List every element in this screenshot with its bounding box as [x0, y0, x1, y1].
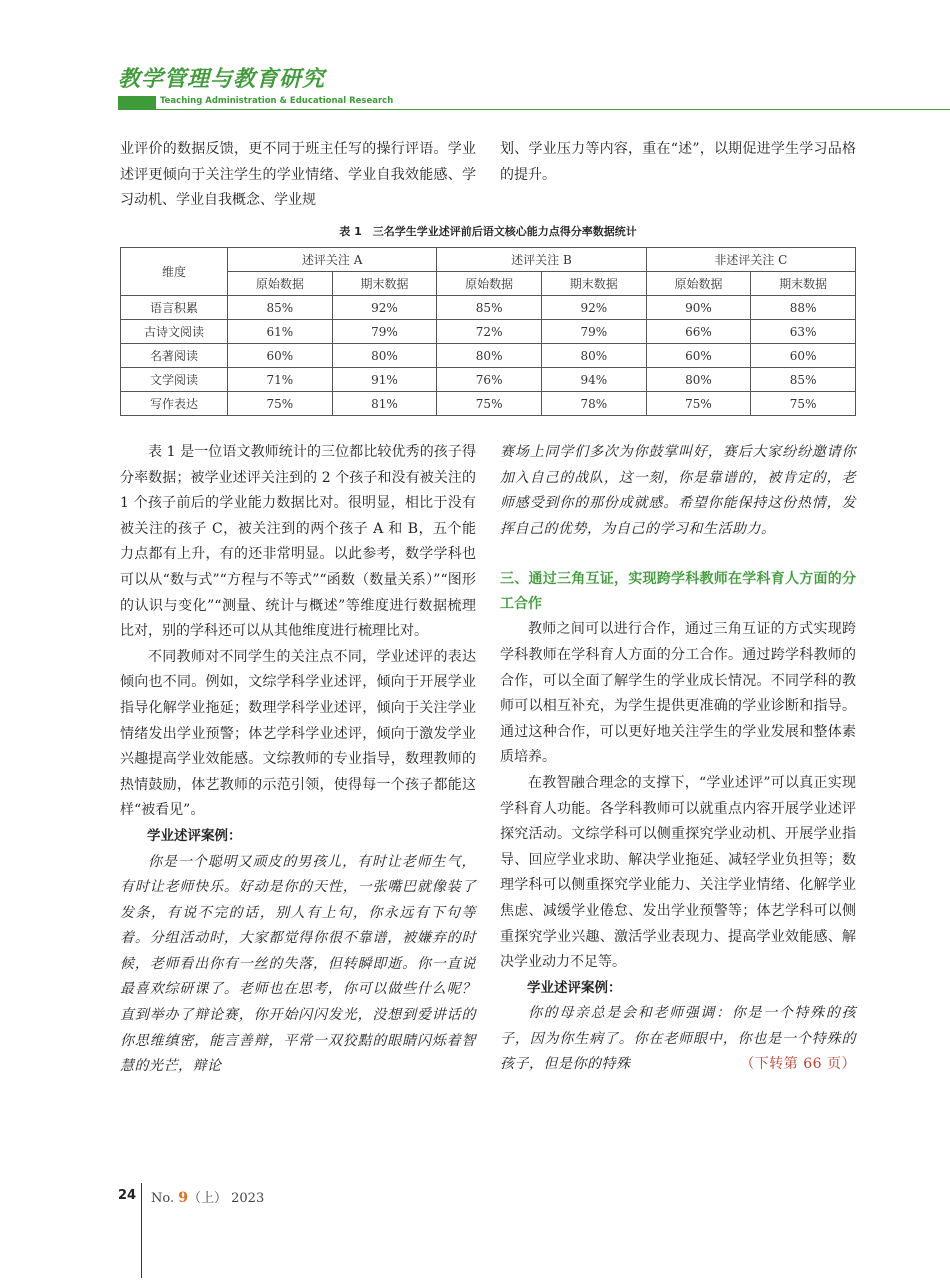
journal-subtitle: Teaching Administration & Educational Research	[160, 96, 394, 106]
table-cell: 72%	[437, 320, 542, 344]
table-cell: 88%	[751, 296, 856, 320]
table-cell: 60%	[751, 344, 856, 368]
row-label: 写作表达	[121, 392, 228, 416]
table-cell: 60%	[228, 344, 333, 368]
table-row	[121, 392, 856, 416]
table-row	[121, 320, 856, 344]
paragraph: 表 1 是一位语文教师统计的三位都比较优秀的孩子得分率数据；被学业述评关注到的 2 个孩子和没有被关注的 1 个孩子前后的学业能力数据比对。很明显，相比于没有被关注的孩子 C，被关注到的两个孩子 A 和 B，五个能力点都有上升，有的还非常明显。以此参考，数学学科也可以从“数与式”“方程与不等式”“函数（数量关系）”“图形的认识与变化”“测量、统计与概述”等维度进行数据梳理比对，别的学科还可以从其他维度进行梳理比对。	[120, 444, 476, 640]
table-cell: 71%	[228, 368, 333, 392]
issue-number: 9	[178, 1190, 188, 1206]
paragraph: 在教智融合理念的支撑下，“学业述评”可以真正实现学科育人功能。各学科教师可以就重点内容开展学业述评探究活动。文综学科可以侧重探究学业动机、开展学业指导、回应学业求助、解决学业拖延、减轻学业负担等；数理学科可以侧重探究学业能力、关注学业情绪、化解学业焦虑、减缓学业倦怠、发出学业预警等；体艺学科可以侧重探究学业兴趣、激活学业表现力、提高学业效能感、解决学业动力不足等。	[500, 774, 856, 971]
masthead-bar	[118, 96, 156, 110]
journal-title: 教学管理与教育研究	[118, 67, 326, 92]
table-cell: 92%	[332, 296, 437, 320]
subheader: 原始数据	[646, 272, 751, 296]
table-cell: 66%	[646, 320, 751, 344]
table-cell: 78%	[541, 392, 646, 416]
subheader: 原始数据	[437, 272, 542, 296]
issue-prefix: No.	[151, 1191, 175, 1206]
case-text	[500, 1001, 856, 1078]
dimension-header: 维度	[121, 248, 228, 296]
table-cell: 81%	[332, 392, 437, 416]
case-text: 你是一个聪明又顽皮的男孩儿，有时让老师生气，有时让老师快乐。好动是你的天性，一张嘴巴就像装了发条，有说不完的话，别人有上句，你永远有下句等着。分组活动时，大家都觉得你很不靠谱，被嫌弃的时候，老师看出你有一丝的失落，但转瞬即逝。你一直说最喜欢综研课了。老师也在思考，你可以做些什么呢？直到举办了辩论赛，你开始闪闪发光，没想到爱讲话的你思维缜密，能言善辩，平常一双狡黠的眼睛闪烁着智慧的光芒，辩论	[120, 853, 476, 1075]
section-heading: 三、通过三角互证，实现跨学科教师在学科育人方面的分工合作	[500, 571, 856, 613]
table-row	[121, 296, 856, 320]
group-header: 述评关注 A	[228, 248, 437, 272]
issue-suffix: （上） 2023	[188, 1191, 265, 1206]
table-cell: 80%	[541, 344, 646, 368]
case-text: 赛场上同学们多次为你鼓掌叫好，赛后大家纷纷邀请你加入自己的战队，这一刻，你是靠谱的，被肯定的，老师感受到你的那份成就感。希望你能保持这份热情，发挥自己的优势，为自己的学习和生活助力。	[500, 444, 856, 537]
table-cell: 75%	[437, 392, 542, 416]
table-cell: 94%	[541, 368, 646, 392]
left-column	[120, 440, 476, 1080]
table-cell: 85%	[751, 368, 856, 392]
table-subheader-row	[121, 272, 856, 296]
row-label: 语言积累	[121, 296, 228, 320]
page-number: 24	[118, 1188, 137, 1203]
table-cell: 90%	[646, 296, 751, 320]
table-cell: 75%	[646, 392, 751, 416]
table-caption: 表 1 三名学生学业述评前后语文核心能力点得分率数据统计	[339, 225, 637, 238]
case-heading: 学业述评案例：	[527, 979, 622, 996]
subheader: 期末数据	[541, 272, 646, 296]
case-text-body: 你的母亲总是会和老师强调：你是一个特殊的孩子，因为你生病了。你在老师眼中，你也是一个特殊的孩子，但是你的特殊	[500, 1005, 856, 1073]
score-table	[120, 247, 856, 416]
paragraph: 教师之间可以进行合作，通过三角互证的方式实现跨学科教师在学科育人方面的分工合作。通过跨学科教师的合作，可以全面了解学生的学业成长情况。不同学科的教师可以相互补充，为学生提供更准确的学业诊断和指导。通过这种合作，可以更好地关注学生的学业发展和整体素质培养。	[500, 621, 856, 766]
paragraph: 不同教师对不同学生的关注点不同，学业述评的表达倾向也不同。例如，文综学科学业述评，倾向于开展学业指导化解学业拖延；数理学科学业述评，倾向于关注学业情绪发出学业预警；体艺学科学业述评，倾向于激发学业兴趣提高学业效能感。文综教师的专业指导，数理教师的热情鼓励，体艺教师的示范引领，使得每一个孩子都能这样“被看见”。	[120, 648, 476, 819]
row-label: 古诗文阅读	[121, 320, 228, 344]
group-header: 述评关注 B	[437, 248, 646, 272]
right-column	[500, 440, 856, 1078]
table-cell: 61%	[228, 320, 333, 344]
table-cell: 79%	[541, 320, 646, 344]
top-left-column	[120, 137, 476, 214]
top-right-column	[500, 137, 856, 188]
footer-divider	[141, 1183, 142, 1278]
table-cell: 92%	[541, 296, 646, 320]
table-cell: 80%	[646, 368, 751, 392]
masthead-divider	[118, 109, 950, 110]
table-cell: 80%	[332, 344, 437, 368]
group-header: 非述评关注 C	[646, 248, 855, 272]
table-cell: 75%	[228, 392, 333, 416]
table-cell: 76%	[437, 368, 542, 392]
table-row	[121, 344, 856, 368]
table-cell: 60%	[646, 344, 751, 368]
table-cell: 85%	[437, 296, 542, 320]
table-cell: 91%	[332, 368, 437, 392]
row-label: 名著阅读	[121, 344, 228, 368]
table-header-row	[121, 248, 856, 272]
table-row	[121, 368, 856, 392]
subheader: 期末数据	[751, 272, 856, 296]
case-heading: 学业述评案例：	[147, 827, 242, 844]
issue-label	[151, 1187, 264, 1206]
top-left-paragraph: 业评价的数据反馈，更不同于班主任写的操行评语。学业述评更倾向于关注学生的学业情绪、学业自我效能感、学习动机、学业自我概念、学业规	[120, 141, 476, 209]
subheader: 期末数据	[332, 272, 437, 296]
top-right-paragraph: 划、学业压力等内容，重在“述”，以期促进学生学习品格的提升。	[500, 141, 856, 183]
table-cell: 79%	[332, 320, 437, 344]
table-cell: 85%	[228, 296, 333, 320]
row-label: 文学阅读	[121, 368, 228, 392]
table-cell: 75%	[751, 392, 856, 416]
subheader: 原始数据	[228, 272, 333, 296]
table-cell: 80%	[437, 344, 542, 368]
table-cell: 63%	[751, 320, 856, 344]
continued-note: （下转第 66 页）	[740, 1056, 856, 1073]
